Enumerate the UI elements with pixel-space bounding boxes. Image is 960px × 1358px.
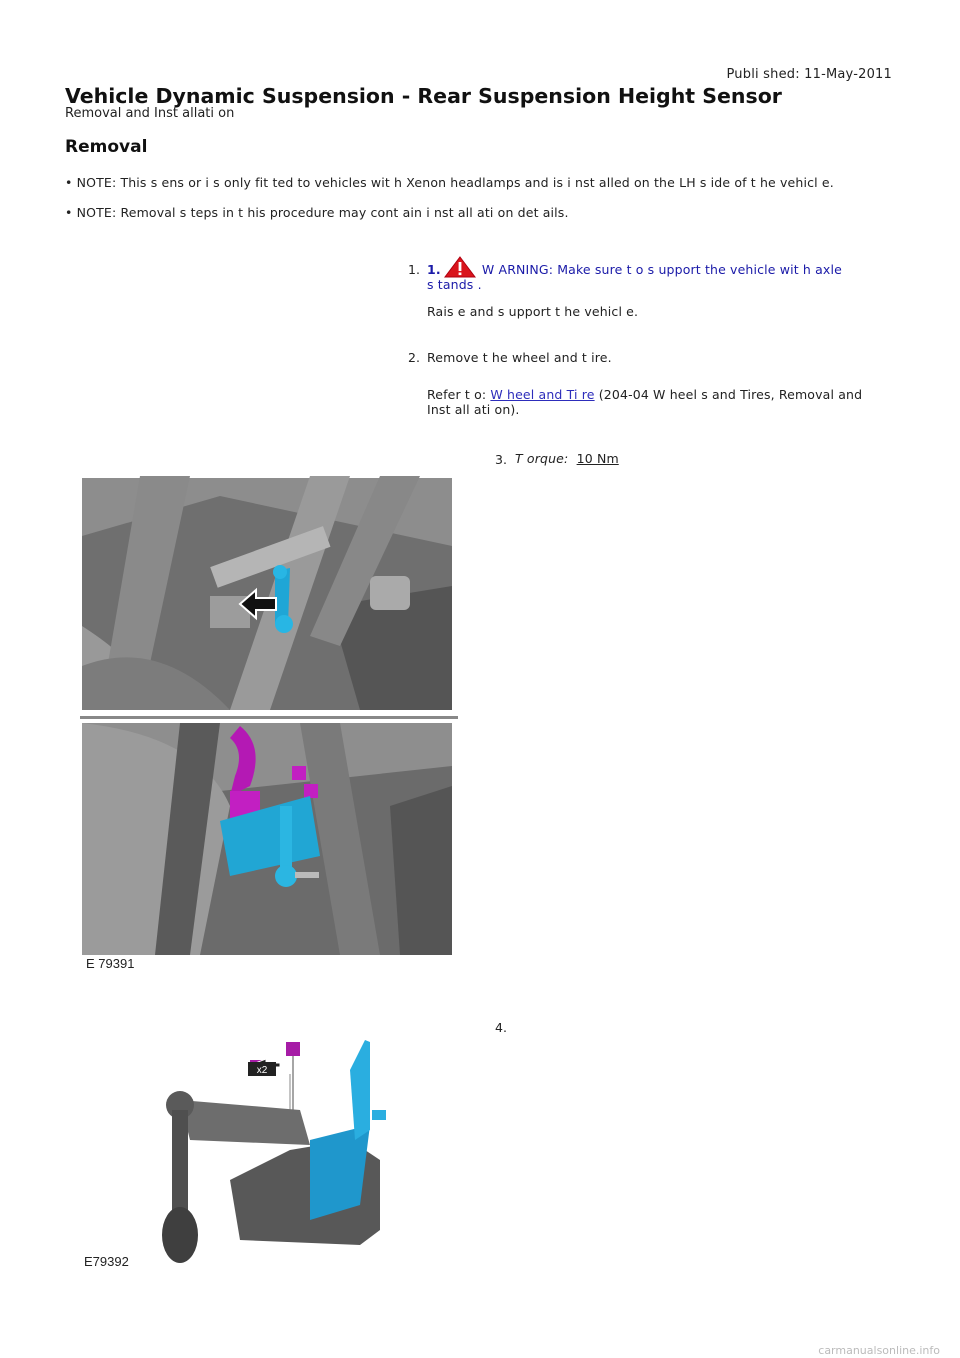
torque-value: 10 Nm bbox=[576, 451, 619, 466]
step-1-text: Rais e and s upport t he vehicl e. bbox=[427, 304, 639, 319]
watermark-text: carmanualsonline.info bbox=[818, 1344, 940, 1357]
warning-text: W ARNING: Make sure t o s upport the vehicle wit h axle bbox=[477, 262, 842, 277]
wheel-and-tire-link[interactable]: W heel and Ti re bbox=[490, 387, 595, 402]
note-2: • NOTE: Removal s teps in t his procedure may cont ain i nst all ati on det ails. bbox=[65, 205, 569, 220]
step-1-lead: 1. bbox=[427, 262, 441, 277]
step-number: 1. bbox=[408, 262, 420, 277]
torque-spec bbox=[515, 451, 619, 466]
warning-text-cont: s tands . bbox=[427, 277, 482, 292]
page-subtitle: Removal and Inst allati on bbox=[65, 106, 235, 121]
figure-e79392 bbox=[80, 1030, 400, 1270]
page-title: Vehicle Dynamic Suspension - Rear Suspension Height Sensor bbox=[65, 84, 782, 108]
step-number: 2. bbox=[408, 350, 420, 365]
note-1: • NOTE: This s ens or i s only fit ted to vehicles wit h Xenon headlamps and is i nst alled on the LH s ide of t he vehicl e. bbox=[65, 175, 834, 190]
step-2-text: Remove t he wheel and t ire. bbox=[427, 350, 612, 365]
step-number: 3. bbox=[495, 452, 507, 467]
figure-e79391 bbox=[80, 476, 458, 974]
warning-triangle-icon bbox=[444, 256, 476, 278]
figure-label: E 79391 bbox=[86, 956, 135, 971]
step-2-refer bbox=[427, 387, 897, 402]
section-heading: Removal bbox=[65, 137, 148, 157]
refer-suffix: (204-04 W heel s and Tires, Removal and bbox=[594, 387, 863, 402]
watermark-footer bbox=[0, 1344, 960, 1358]
refer-prefix: Refer t o: bbox=[427, 387, 491, 402]
torque-label: T orque: bbox=[515, 451, 569, 466]
height-sensor-component-illustration bbox=[80, 1030, 400, 1270]
refer-cont: Inst all ati on). bbox=[427, 402, 520, 417]
figure-label: E79392 bbox=[84, 1254, 129, 1269]
suspension-sensor-photo-illustration bbox=[80, 476, 458, 974]
published-date: Publi shed: 11-May-2011 bbox=[726, 67, 892, 82]
step-number: 4. bbox=[495, 1020, 507, 1035]
step-1 bbox=[427, 256, 887, 278]
quantity-callout: x2 bbox=[256, 1065, 268, 1076]
